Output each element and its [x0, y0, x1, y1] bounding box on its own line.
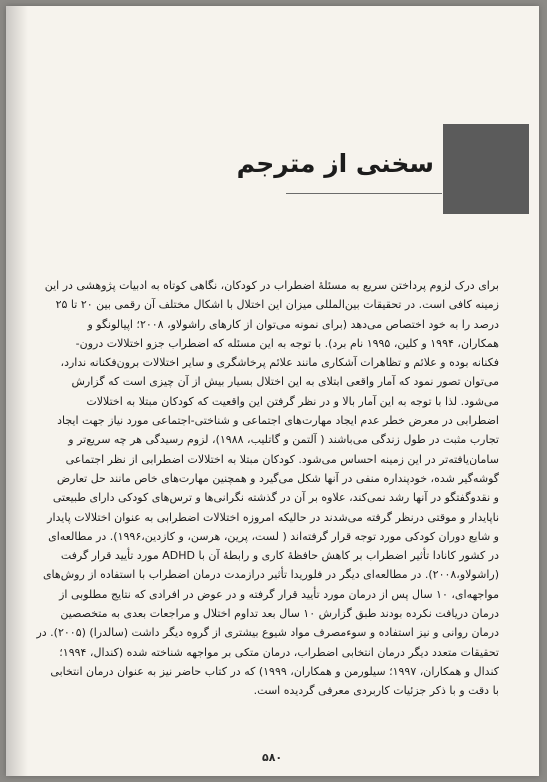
- text-line: همکاران، ۱۹۹۴ و کلین، ۱۹۹۵ نام برد). با توجه به این مسئله که اضطراب جزو اختلالات درون-: [75, 336, 499, 350]
- page-heading: سخنی از مترجم: [236, 149, 434, 178]
- heading-bar: [236, 141, 442, 194]
- text-line: درمان روانی و نیز استفاده و سوءمصرف مواد شیوع بیشتری از گروه دیگر داشت (سالدرا) (۲۰۰۵). در: [36, 626, 499, 640]
- text-line: در کشور کانادا تأثیر اضطراب بر کاهش حافظهٔ کاری و رابطهٔ آن با ADHD مورد تأیید قرار گرفت: [60, 549, 499, 563]
- text-line: تحقیقات متعدد دیگر درمان انتخابی اضطراب، درمان متکی بر مواجهه شناخته شده (کندال، ۱۹۹۴؛: [59, 645, 499, 659]
- text-line: اضطرابی در معرض خطر عدم ایجاد مهارت‌های اجتماعی و شناختی-اجتماعی مورد نیاز جهت ایجاد: [57, 414, 499, 428]
- text-line: زمینه کافی است. در تحقیقات بین‌المللی میزان این اختلال با اشکال مختلف آن رقمی بین ۲۰ تا ۲۵: [55, 298, 499, 312]
- text-line: می‌توان تصور نمود که آمار واقعی ابتلای به این اختلال بسیار بیش از آن چیزی است که گزارش: [71, 375, 499, 389]
- text-line: گوشه‌گیر شده، خودپنداره منفی در آنها شکل می‌گیرد و همچنین مهارت‌های خاص مانند حل تعارض: [56, 471, 499, 485]
- text-line: با دقت و با ذکر جزئیات کاربردی معرفی گردیده است.: [253, 684, 499, 698]
- text-line: (راشولاو،۲۰۰۸). در مطالعه‌ای دیگر در فلوریدا تأثیر درازمدت درمان اضطراب با استفاده از روش‌های: [42, 568, 499, 582]
- text-line: درمان دریافت نکرده بودند طبق گزارش ۱۰ سال بعد تداوم اختلال و مراجعات بعدی به متخصصین: [60, 607, 499, 621]
- text-line: تجارب مثبت در طول زندگی می‌باشند ( آلتمن و گاتلیب، ۱۹۸۸)، لزوم رسیدگی هر چه سریع‌تر و: [68, 433, 499, 447]
- text-line: و نقدوگفتگو در آنها رشد نمی‌کند، علاوه بر آن در گذشته نگرانی‌ها و ترس‌های کودکی دارای طبیعتی: [52, 491, 499, 505]
- body-paragraph: [36, 276, 499, 701]
- text-line: درصد را به خود اختصاص می‌دهد (برای نمونه می‌توان از کارهای راشولاو، ۲۰۰۸؛ اپیالونگو و: [87, 317, 499, 331]
- text-line: می‌شود. لذا با توجه به این آمار بالا و در نظر گرفتن این واقعیت که کودکان مبتلا به اختلالات: [86, 394, 499, 408]
- text-line: فکنانه بوده و علائم و تظاهرات آشکاری مانند علائم پرخاشگری و سایر اختلالات برون‌فکنانه ندارد،: [60, 356, 499, 370]
- book-page: [6, 6, 539, 776]
- text-line: و شایع دوران کودکی مورد توجه قرار گرفته‌اند ( لست، پرین، هرسن، و کازدین،۱۹۹۶). در مطالعه‌ای: [48, 529, 499, 543]
- text-line: مواجهه‌ای، ۱۰ سال پس از درمان مورد تأیید قرار گرفته و در عوض در افرادی که نتایج مطلوبی از: [59, 587, 499, 601]
- text-line: برای درک لزوم پرداختن سریع به مسئلهٔ اضطراب در کودکان، نگاهی کوتاه به ادبیات پژوهشی در این: [44, 279, 499, 292]
- text-line: کندال و همکاران، ۱۹۹۷؛ سیلورمن و همکاران، ۱۹۹۹) که در کتاب حاضر نیز به عنوان درمان انتخابی: [50, 664, 499, 678]
- text-line: سامان‌یافته‌تر در این زمینه احساس می‌شود. کودکان مبتلا به اختلالات اضطرابی از نظر اجتماعی: [65, 452, 499, 466]
- page-number: ۵۸۰: [262, 751, 283, 764]
- text-line: ناپایدار و موقتی درنظر گرفته می‌شدند در حالیکه امروزه اختلالات اضطرابی به عنوان اختلالات پایدار: [47, 510, 499, 524]
- heading-accent-block: [443, 124, 529, 214]
